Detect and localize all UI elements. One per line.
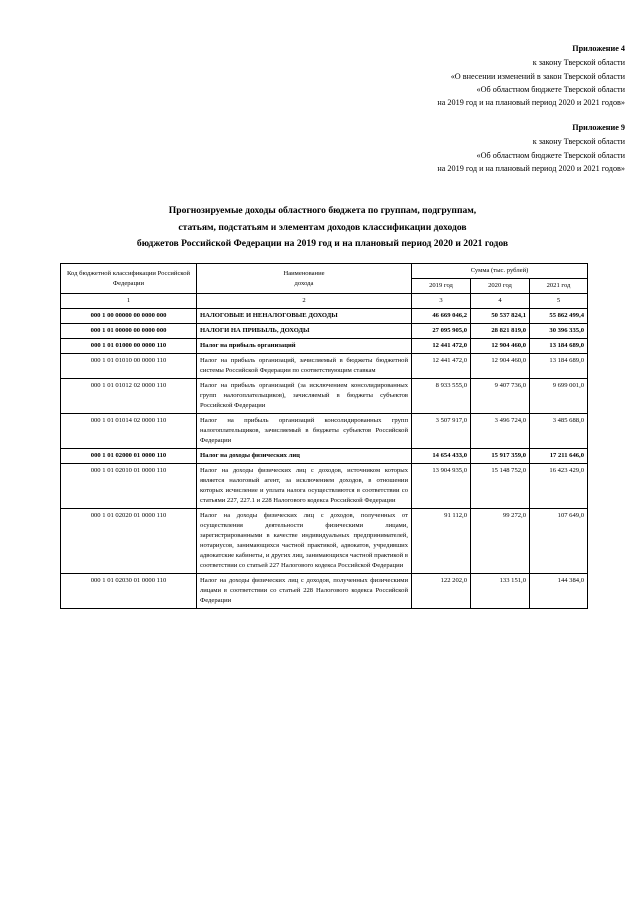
column-number-1: 1 [61, 294, 197, 309]
row-amount-2019: 3 507 917,0 [412, 414, 471, 449]
row-amount-2021: 30 396 335,0 [530, 324, 588, 339]
table-row [61, 354, 588, 379]
row-code: 000 1 01 02000 01 0000 110 [61, 449, 197, 464]
row-code: 000 1 01 01010 00 0000 110 [61, 354, 197, 379]
row-amount-2019: 122 202,0 [412, 574, 471, 609]
column-number-4: 4 [471, 294, 530, 309]
row-amount-2019: 12 441 472,0 [412, 354, 471, 379]
row-amount-2020: 15 917 359,0 [471, 449, 530, 464]
row-amount-2019: 14 654 433,0 [412, 449, 471, 464]
row-code: 000 1 00 00000 00 0000 000 [61, 309, 197, 324]
table-row [61, 509, 588, 574]
table-row [61, 379, 588, 414]
row-name: Налог на доходы физических лиц с доходов, источником которых является налоговый агент, за исключением доходов, в отношении которых исчисление и уплата налога осуществляются в соответствии со статьями 227, 227.1 и 228 Налогового кодекса Российской Федерации [197, 464, 412, 509]
appendix-9-line-3: на 2019 год и на плановый период 2020 и 2021 годов» [437, 163, 625, 173]
row-amount-2021: 16 423 429,0 [530, 464, 588, 509]
row-name: Налог на доходы физических лиц с доходов, полученных физическими лицами в соответствии со статьей 228 Налогового кодекса Российской Федерации [197, 574, 412, 609]
row-name: НАЛОГИ НА ПРИБЫЛЬ, ДОХОДЫ [197, 324, 412, 339]
row-code: 000 1 01 02010 01 0000 110 [61, 464, 197, 509]
row-amount-2021: 55 862 499,4 [530, 309, 588, 324]
table-column-number-row [61, 294, 588, 309]
column-header-year-2021: 2021 год [530, 279, 588, 294]
row-amount-2020: 99 272,0 [471, 509, 530, 574]
row-name: Налог на прибыль организаций [197, 339, 412, 354]
row-amount-2021: 3 485 688,0 [530, 414, 588, 449]
row-code: 000 1 01 01000 00 0000 110 [61, 339, 197, 354]
row-amount-2020: 50 537 824,1 [471, 309, 530, 324]
column-number-3: 3 [412, 294, 471, 309]
row-amount-2020: 28 821 819,0 [471, 324, 530, 339]
table-row [61, 449, 588, 464]
row-amount-2021: 107 649,0 [530, 509, 588, 574]
row-code: 000 1 01 00000 00 0000 000 [61, 324, 197, 339]
table-row [61, 464, 588, 509]
column-header-name-line-1: Наименование [283, 269, 325, 277]
row-name: Налог на прибыль организаций консолидированных групп налогоплательщиков, зачисляемый в бюджеты субъектов Российской Федерации [197, 414, 412, 449]
appendix-block-4 [245, 42, 625, 109]
table-row [61, 324, 588, 339]
row-amount-2019: 27 095 905,0 [412, 324, 471, 339]
column-header-code: Код бюджетной классификации Российской Федерации [61, 264, 197, 294]
table-row [61, 574, 588, 609]
appendix-9-line-2: «Об областном бюджете Тверской области [476, 150, 625, 160]
appendix-4-line-4: на 2019 год и на плановый период 2020 и 2021 годов» [437, 98, 625, 108]
page-title-line-1: Прогнозируемые доходы областного бюджета по группам, подгруппам, [168, 205, 477, 216]
row-amount-2019: 46 669 046,2 [412, 309, 471, 324]
row-amount-2021: 13 184 689,0 [530, 354, 588, 379]
column-number-5: 5 [530, 294, 588, 309]
row-amount-2019: 12 441 472,0 [412, 339, 471, 354]
appendix-4-line-1: к закону Тверской области [532, 58, 625, 68]
page-title [60, 203, 585, 253]
table-body [61, 309, 588, 609]
row-amount-2021: 144 384,0 [530, 574, 588, 609]
page-title-line-2: статьям, подстатьям и элементам доходов классификации доходов [178, 221, 467, 233]
budget-table-container [60, 263, 587, 609]
page-title-line-3: бюджетов Российской Федерации на 2019 год и на плановый период 2020 и 2021 годов [136, 238, 509, 249]
row-amount-2020: 12 904 460,0 [471, 339, 530, 354]
row-amount-2020: 15 148 752,0 [471, 464, 530, 509]
row-name: НАЛОГОВЫЕ И НЕНАЛОГОВЫЕ ДОХОДЫ [197, 309, 412, 324]
table-header-row-1 [61, 264, 588, 279]
row-name: Налог на прибыль организаций, зачисляемый в бюджеты бюджетной системы Российской Федерации по соответствующим ставкам [197, 354, 412, 379]
column-header-sum: Сумма (тыс. рублей) [412, 264, 588, 279]
row-amount-2020: 133 151,0 [471, 574, 530, 609]
row-code: 000 1 01 02020 01 0000 110 [61, 509, 197, 574]
table-row [61, 414, 588, 449]
row-amount-2019: 8 933 555,0 [412, 379, 471, 414]
column-header-name-line-2: дохода [294, 279, 314, 287]
row-name: Налог на доходы физических лиц [197, 449, 412, 464]
column-header-year-2019: 2019 год [412, 279, 471, 294]
table-head [61, 264, 588, 309]
row-amount-2019: 91 112,0 [412, 509, 471, 574]
column-header-name [197, 264, 412, 294]
row-amount-2020: 9 407 736,0 [471, 379, 530, 414]
row-amount-2021: 9 699 001,0 [530, 379, 588, 414]
appendix-block-9 [245, 121, 625, 175]
row-amount-2021: 13 184 689,0 [530, 339, 588, 354]
table-row [61, 309, 588, 324]
appendix-4-line-2: «О внесении изменений в закон Тверской области [450, 71, 625, 81]
row-amount-2021: 17 211 646,0 [530, 449, 588, 464]
column-number-2: 2 [197, 294, 412, 309]
appendix-4-title: Приложение 4 [572, 44, 625, 53]
row-code: 000 1 01 02030 01 0000 110 [61, 574, 197, 609]
row-amount-2020: 12 904 460,0 [471, 354, 530, 379]
row-name: Налог на доходы физических лиц с доходов, полученных от осуществления деятельности физическими лицами, зарегистрированными в качестве индивидуальных предпринимателей, нотариусов, занимающихся частной практикой, адвокатов, учредивших адвокатские кабинеты, и других лиц, занимающихся частной практикой в соответствии со статьей 227 Налогового кодекса Российской Федерации [197, 509, 412, 574]
budget-revenue-table [60, 263, 588, 609]
row-code: 000 1 01 01014 02 0000 110 [61, 414, 197, 449]
row-amount-2020: 3 496 724,0 [471, 414, 530, 449]
row-amount-2019: 13 904 935,0 [412, 464, 471, 509]
appendix-4-line-3: «Об областном бюджете Тверской области [476, 84, 625, 94]
appendix-9-title: Приложение 9 [572, 123, 625, 132]
column-header-year-2020: 2020 год [471, 279, 530, 294]
row-code: 000 1 01 01012 02 0000 110 [61, 379, 197, 414]
table-row [61, 339, 588, 354]
appendix-9-line-1: к закону Тверской области [532, 137, 625, 147]
row-name: Налог на прибыль организаций (за исключением консолидированных групп налогоплательщиков), зачисляемый в бюджеты субъектов Российской Федерации [197, 379, 412, 414]
